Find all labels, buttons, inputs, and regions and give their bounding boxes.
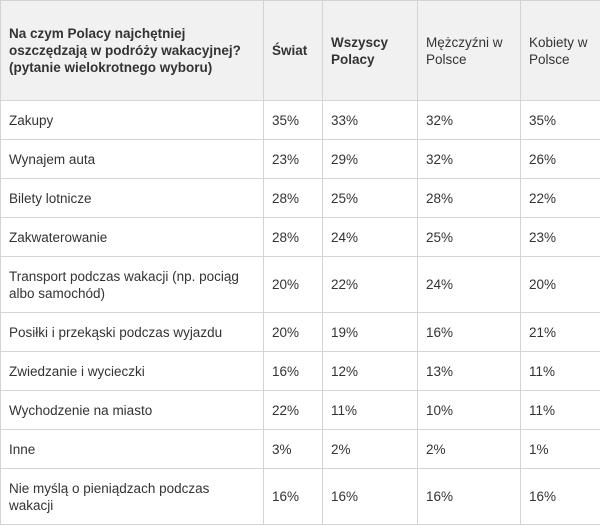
header-women-poland: Kobiety w Polsce: [521, 1, 600, 101]
cell-value: 21%: [521, 313, 600, 352]
cell-value: 10%: [418, 391, 521, 430]
header-world: Świat: [264, 1, 323, 101]
table-row: [1, 140, 600, 179]
row-label: Zakupy: [1, 101, 264, 140]
cell-value: 24%: [418, 257, 521, 313]
table-row: [1, 101, 600, 140]
table-row: [1, 352, 600, 391]
row-label: Inne: [1, 430, 264, 469]
cell-value: 20%: [264, 257, 323, 313]
cell-value: 3%: [264, 430, 323, 469]
row-label: Nie myślą o pieniądzach podczas wakacji: [1, 469, 264, 525]
header-men-poland: Mężczyźni w Polsce: [418, 1, 521, 101]
table-row: [1, 218, 600, 257]
cell-value: 29%: [323, 140, 418, 179]
cell-value: 23%: [521, 218, 600, 257]
cell-value: 2%: [418, 430, 521, 469]
table-row: [1, 313, 600, 352]
row-label: Bilety lotnicze: [1, 179, 264, 218]
cell-value: 2%: [323, 430, 418, 469]
cell-value: 11%: [521, 391, 600, 430]
cell-value: 1%: [521, 430, 600, 469]
table-body: [1, 101, 600, 525]
header-all-poles: Wszyscy Polacy: [323, 1, 418, 101]
cell-value: 35%: [521, 101, 600, 140]
table-row: [1, 469, 600, 525]
cell-value: 24%: [323, 218, 418, 257]
table-row: [1, 391, 600, 430]
cell-value: 16%: [418, 469, 521, 525]
header-question: Na czym Polacy najchętniej oszczędzają w podróży wakacyjnej? (pytanie wielokrotnego wyboru): [1, 1, 264, 101]
cell-value: 26%: [521, 140, 600, 179]
cell-value: 16%: [521, 469, 600, 525]
cell-value: 22%: [264, 391, 323, 430]
table-row: [1, 257, 600, 313]
cell-value: 20%: [264, 313, 323, 352]
cell-value: 16%: [323, 469, 418, 525]
cell-value: 19%: [323, 313, 418, 352]
cell-value: 23%: [264, 140, 323, 179]
cell-value: 32%: [418, 140, 521, 179]
cell-value: 25%: [323, 179, 418, 218]
cell-value: 16%: [264, 352, 323, 391]
cell-value: 11%: [521, 352, 600, 391]
cell-value: 16%: [264, 469, 323, 525]
cell-value: 28%: [418, 179, 521, 218]
header-row: [1, 1, 600, 101]
cell-value: 25%: [418, 218, 521, 257]
cell-value: 28%: [264, 218, 323, 257]
row-label: Posiłki i przekąski podczas wyjazdu: [1, 313, 264, 352]
cell-value: 12%: [323, 352, 418, 391]
cell-value: 28%: [264, 179, 323, 218]
row-label: Wynajem auta: [1, 140, 264, 179]
cell-value: 20%: [521, 257, 600, 313]
table-row: [1, 179, 600, 218]
cell-value: 22%: [521, 179, 600, 218]
cell-value: 22%: [323, 257, 418, 313]
cell-value: 16%: [418, 313, 521, 352]
cell-value: 33%: [323, 101, 418, 140]
table-row: [1, 430, 600, 469]
row-label: Wychodzenie na miasto: [1, 391, 264, 430]
row-label: Zwiedzanie i wycieczki: [1, 352, 264, 391]
cell-value: 13%: [418, 352, 521, 391]
cell-value: 32%: [418, 101, 521, 140]
row-label: Transport podczas wakacji (np. pociąg albo samochód): [1, 257, 264, 313]
cell-value: 35%: [264, 101, 323, 140]
row-label: Zakwaterowanie: [1, 218, 264, 257]
cell-value: 11%: [323, 391, 418, 430]
